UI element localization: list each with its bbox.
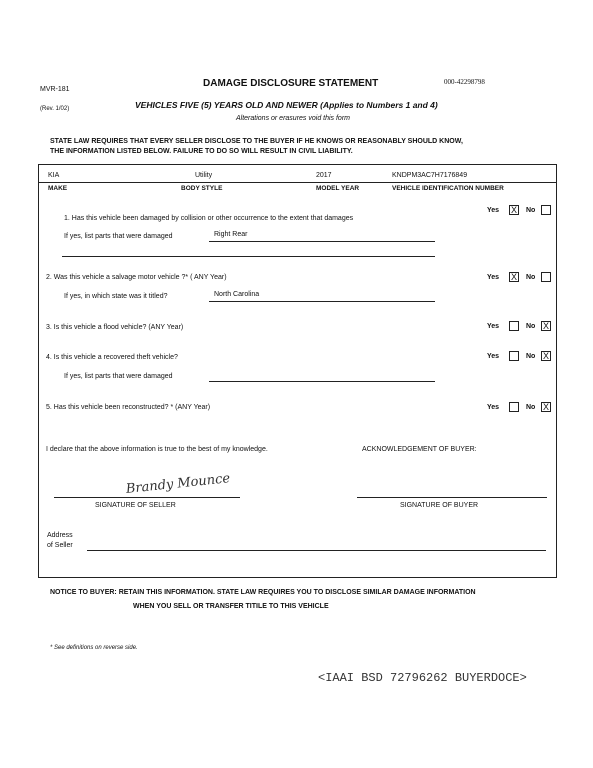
vehicle-vin-value: KNDPM3AC7H7176849 — [392, 172, 468, 179]
question-5-yes-label: Yes — [487, 404, 500, 411]
question-2-yes-label: Yes — [487, 274, 500, 281]
question-3-text: 3. Is this vehicle a flood vehicle? (ANY Year) — [46, 324, 184, 331]
address-label-line-1: Address — [47, 532, 73, 539]
vehicle-model-year-value: 2017 — [316, 172, 332, 179]
buyer-notice-line-2: WHEN YOU SELL OR TRANSFER TITILE TO THIS VEHICLE — [133, 603, 329, 610]
question-2-text: 2. Was this vehicle a salvage motor vehicle ?* ( ANY Year) — [46, 274, 227, 281]
question-2-sub-label: If yes, in which state was it titled? — [64, 293, 168, 300]
vehicle-model-year-label: MODEL YEAR — [316, 185, 360, 192]
question-1-sub-label: If yes, list parts that were damaged — [64, 233, 173, 240]
question-2-answer-line — [209, 301, 435, 302]
question-3-no-checkbox[interactable] — [541, 321, 551, 331]
form-subtitle: VEHICLES FIVE (5) YEARS OLD AND NEWER (Applies to Numbers 1 and 4) — [135, 100, 438, 110]
address-label-line-2: of Seller — [47, 542, 73, 549]
vehicle-vin-label: VEHICLE IDENTIFICATION NUMBER — [392, 185, 504, 192]
form-title: DAMAGE DISCLOSURE STATEMENT — [203, 78, 379, 89]
question-2-yes-mark: X — [510, 272, 517, 282]
question-4-sub-label: If yes, list parts that were damaged — [64, 373, 173, 380]
form-number: MVR-181 — [40, 86, 70, 93]
question-3-yes-label: Yes — [487, 323, 500, 330]
form-revision: (Rev. 1/02) — [40, 106, 70, 112]
question-2-no-label: No — [526, 274, 536, 281]
question-1-yes-checkbox[interactable] — [509, 205, 519, 215]
vehicle-make-label: MAKE — [48, 185, 68, 192]
question-5-text: 5. Has this vehicle been reconstructed? * (ANY Year) — [46, 404, 211, 411]
question-2-sub-value: North Carolina — [214, 291, 260, 298]
seller-handwritten-signature: Brandy Mounce — [125, 471, 231, 497]
question-4-yes-label: Yes — [487, 353, 500, 360]
question-1-answer-line — [209, 241, 435, 242]
law-notice-line-1: STATE LAW REQUIRES THAT EVERY SELLER DISCLOSE TO THE BUYER IF HE KNOWS OR REASONABLY SHOULD KNOW, — [50, 138, 463, 145]
question-1-no-label: No — [526, 207, 536, 214]
vehicle-row-divider — [38, 182, 557, 183]
question-1-text: 1. Has this vehicle been damaged by collision or other occurrence to the extent that damages — [64, 215, 354, 222]
question-4-text: 4. Is this vehicle a recovered theft vehicle? — [46, 354, 178, 361]
question-5-no-mark: X — [542, 402, 549, 412]
question-1-yes-mark: X — [510, 205, 517, 215]
document-id: 000-42298798 — [444, 78, 485, 86]
question-1-yes-label: Yes — [487, 207, 500, 214]
law-notice-line-2: THE INFORMATION LISTED BELOW. FAILURE TO DO SO WILL RESULT IN CIVIL LIABILITY. — [50, 148, 353, 155]
footnote: * See definitions on reverse side. — [50, 645, 138, 651]
question-3-no-label: No — [526, 323, 536, 330]
buyer-notice-line-1: NOTICE TO BUYER: RETAIN THIS INFORMATION. STATE LAW REQUIRES YOU TO DISCLOSE SIMILAR DAMAGE INFORMATION — [50, 589, 476, 596]
vehicle-make-value: KIA — [48, 172, 60, 179]
question-5-yes-checkbox[interactable] — [509, 402, 519, 412]
question-2-yes-checkbox[interactable] — [509, 272, 519, 282]
question-1-no-checkbox[interactable] — [541, 205, 551, 215]
buyer-signature-label: SIGNATURE OF BUYER — [400, 502, 479, 509]
question-3-no-mark: X — [542, 321, 549, 331]
vehicle-body-style-label: BODY STYLE — [181, 185, 223, 192]
question-4-no-checkbox[interactable] — [541, 351, 551, 361]
question-2-no-checkbox[interactable] — [541, 272, 551, 282]
buyer-signature-line[interactable] — [357, 497, 547, 498]
question-4-no-mark: X — [542, 351, 549, 361]
question-1-sub-value: Right Rear — [214, 231, 248, 238]
question-3-yes-checkbox[interactable] — [509, 321, 519, 331]
declaration-text: I declare that the above information is true to the best of my knowledge. — [46, 446, 268, 453]
question-1-extra-line — [62, 256, 435, 257]
question-4-no-label: No — [526, 353, 536, 360]
seller-signature-line[interactable] — [54, 497, 240, 498]
disclosure-form-box — [38, 164, 557, 578]
question-5-no-label: No — [526, 404, 536, 411]
barcode-text: <IAAI BSD 72796262 BUYERDOCE> — [318, 671, 527, 685]
alterations-note: Alterations or erasures void this form — [236, 115, 350, 122]
question-5-no-checkbox[interactable] — [541, 402, 551, 412]
buyer-acknowledgement-heading: ACKNOWLEDGEMENT OF BUYER: — [362, 446, 477, 453]
seller-signature-label: SIGNATURE OF SELLER — [95, 502, 176, 509]
seller-address-line[interactable] — [87, 550, 546, 551]
vehicle-body-style-value: Utility — [195, 172, 213, 179]
question-4-answer-line — [209, 381, 435, 382]
question-4-yes-checkbox[interactable] — [509, 351, 519, 361]
